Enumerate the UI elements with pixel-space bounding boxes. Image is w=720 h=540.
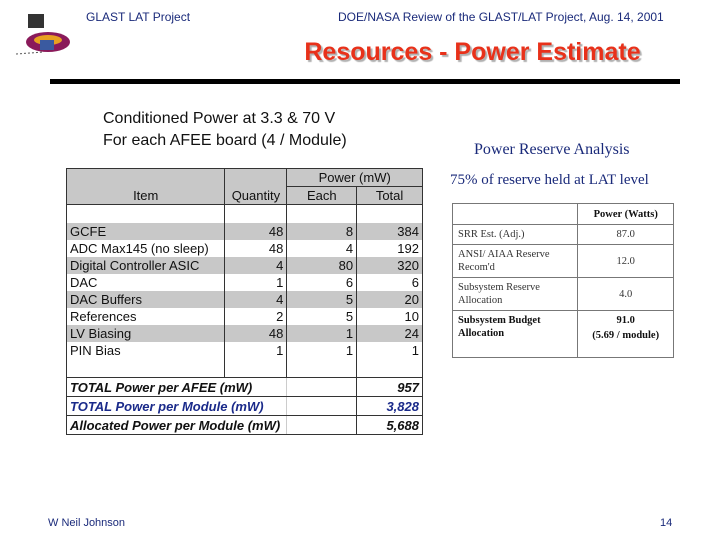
- subtitle-line2: For each AFEE board (4 / Module): [103, 132, 347, 149]
- each-cell: 1: [287, 342, 357, 359]
- each-cell: 4: [287, 240, 357, 257]
- table-row: [67, 342, 423, 359]
- reserve-label: SRR Est. (Adj.): [453, 225, 578, 245]
- table-row: [67, 223, 423, 240]
- header-review: DOE/NASA Review of the GLAST/LAT Project, Aug. 14, 2001: [338, 10, 664, 24]
- item-cell: DAC: [67, 274, 225, 291]
- page-number: 14: [660, 517, 673, 529]
- total-cell: 20: [357, 291, 423, 308]
- total-cell: 192: [357, 240, 423, 257]
- item-cell: ADC Max145 (no sleep): [67, 240, 225, 257]
- title-divider: [50, 79, 680, 84]
- each-cell: 1: [287, 325, 357, 342]
- reserve-label: ANSI/ AIAA Reserve Recom'd: [453, 245, 578, 278]
- header-total: Total: [357, 187, 423, 205]
- total-cell: 10: [357, 308, 423, 325]
- each-cell: 80: [287, 257, 357, 274]
- total-value: 957: [357, 378, 423, 397]
- reserve-value: 87.0: [578, 225, 674, 245]
- total-label: TOTAL Power per Module (mW): [67, 397, 287, 416]
- afee-power-table: [66, 168, 423, 435]
- total-cell: 384: [357, 223, 423, 240]
- table-row: [453, 225, 674, 245]
- table-row: [67, 308, 423, 325]
- each-cell: 5: [287, 291, 357, 308]
- reserve-value: 91.0: [616, 315, 635, 326]
- item-cell: PIN Bias: [67, 342, 225, 359]
- footer-author: W Neil Johnson: [48, 517, 126, 529]
- reserve-note: (5.69 / module): [592, 330, 660, 341]
- item-cell: LV Biasing: [67, 325, 225, 342]
- each-cell: 5: [287, 308, 357, 325]
- total-row: [67, 397, 423, 416]
- quantity-cell: 4: [225, 257, 287, 274]
- item-cell: GCFE: [67, 223, 225, 240]
- total-cell: 1: [357, 342, 423, 359]
- total-row: [67, 378, 423, 397]
- table-row: [67, 257, 423, 274]
- total-label: TOTAL Power per AFEE (mW): [67, 378, 287, 397]
- subtitle-line1: Conditioned Power at 3.3 & 70 V: [103, 110, 336, 127]
- reserve-subtitle: 75% of reserve held at LAT level: [450, 172, 649, 188]
- total-cell: 320: [357, 257, 423, 274]
- quantity-cell: 1: [225, 342, 287, 359]
- table-row: [453, 278, 674, 311]
- table-row: [67, 291, 423, 308]
- quantity-cell: 2: [225, 308, 287, 325]
- reserve-value: 4.0: [578, 278, 674, 311]
- table-row: [453, 245, 674, 278]
- table-row: [453, 311, 674, 358]
- reserve-title: Power Reserve Analysis: [474, 141, 630, 158]
- total-cell: 6: [357, 274, 423, 291]
- table-row: [67, 325, 423, 342]
- reserve-value: 12.0: [578, 245, 674, 278]
- item-cell: DAC Buffers: [67, 291, 225, 308]
- quantity-cell: 48: [225, 240, 287, 257]
- table-row: [67, 240, 423, 257]
- quantity-cell: 4: [225, 291, 287, 308]
- quantity-cell: 48: [225, 325, 287, 342]
- item-cell: References: [67, 308, 225, 325]
- page-title: Resources - Power Estimate: [304, 38, 641, 66]
- table-row: [67, 274, 423, 291]
- quantity-cell: 48: [225, 223, 287, 240]
- reserve-label: Subsystem Budget Allocation: [453, 311, 578, 358]
- each-cell: 8: [287, 223, 357, 240]
- total-cell: 24: [357, 325, 423, 342]
- header-power-watts: Power (Watts): [578, 204, 674, 225]
- reserve-label: Subsystem Reserve Allocation: [453, 278, 578, 311]
- header-each: Each: [287, 187, 357, 205]
- header-quantity: Quantity: [225, 169, 287, 205]
- item-cell: Digital Controller ASIC: [67, 257, 225, 274]
- header-power: Power (mW): [287, 169, 423, 187]
- total-value: 5,688: [357, 416, 423, 435]
- reserve-table: [452, 203, 674, 358]
- total-row: [67, 416, 423, 435]
- each-cell: 6: [287, 274, 357, 291]
- header-project: GLAST LAT Project: [86, 10, 191, 24]
- subtitle: [103, 108, 347, 152]
- total-label: Allocated Power per Module (mW): [67, 416, 287, 435]
- header-item: Item: [67, 169, 225, 205]
- quantity-cell: 1: [225, 274, 287, 291]
- total-value: 3,828: [357, 397, 423, 416]
